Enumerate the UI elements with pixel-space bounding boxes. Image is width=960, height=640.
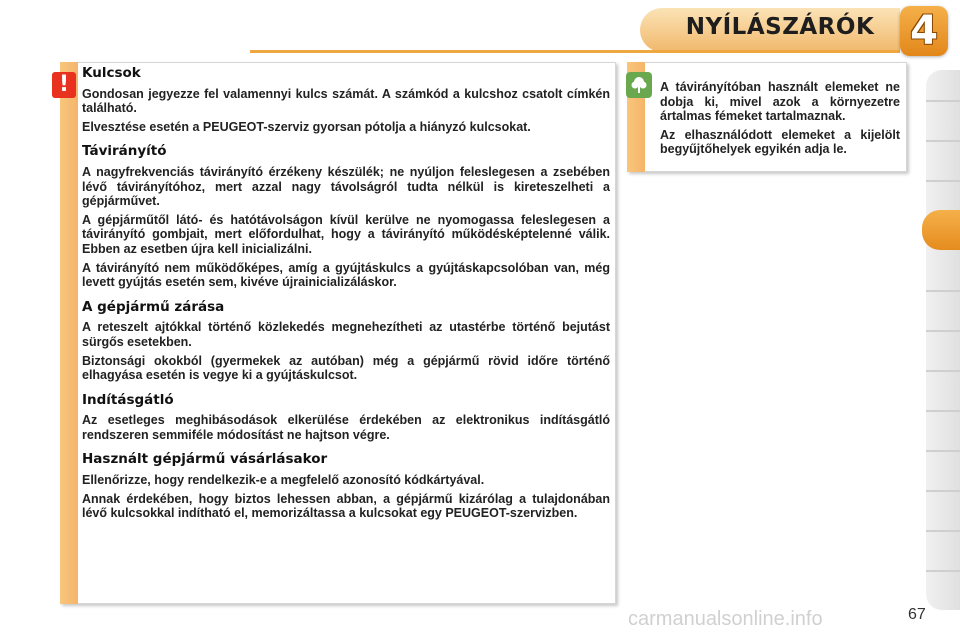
section-taviranyito [82, 144, 610, 289]
chapter-tab-divider [926, 490, 960, 492]
page-number: 67 [908, 606, 926, 623]
eco-tree-icon [626, 72, 652, 98]
chapter-tab-divider [926, 570, 960, 572]
chapter-tab-active [922, 210, 960, 250]
section-paragraph: Gondosan jegyezze fel valamennyi kulcs számát. A számkód a kulcshoz csatolt címkén található. [82, 86, 610, 116]
chapter-tab-divider [926, 370, 960, 372]
section-title: Kulcsok [82, 65, 141, 81]
eco-paragraph: Az elhasználódott elemeket a kijelölt begyűjtőhelyek egyikén adja le. [660, 127, 900, 157]
section-title: Távirányító [82, 143, 167, 160]
section-paragraph: A reteszelt ajtókkal történő közlekedés megnehezítheti az utastérbe történő bejutást sürgős esetekben. [82, 320, 610, 349]
eco-paragraph: A távirányítóban használt elemeket ne dobja ki, mivel azok a környezetre ártalmas fémeket tartalmaznak. [660, 80, 900, 124]
chapter-tab-divider [926, 330, 960, 332]
section-paragraph: Annak érdekében, hogy biztos lehessen abban, a gépjármű kizárólag a tulajdonában lévő kulcsokkal indítható el, memorizáltassa a kulcsokat egy PEUGEOT-szervizben. [82, 491, 610, 521]
section-paragraph: A nagyfrekvenciás távirányító érzékeny készülék; ne nyúljon feleslegesen a zsebében lévő távirányítóhoz, mert azzal nagy távolságról tudta nélkül is kireteszelheti a gépjárművet. [82, 164, 610, 209]
section-hasznalt [82, 452, 610, 520]
chapter-tab-divider [926, 140, 960, 142]
chapter-tab-divider [926, 530, 960, 532]
main-panel-strip [60, 62, 78, 604]
section-title: Használt gépjármű vásárlásakor [82, 451, 328, 468]
page-title: NYÍLÁSZÁRÓK [685, 14, 875, 40]
exclamation-warning-icon: ! [52, 72, 76, 98]
section-paragraph: A távirányító nem működőképes, amíg a gyújtáskulcs a gyújtáskapcsolóban van, még levett gyújtás esetén sem, kivéve újrainicializáláskor. [82, 260, 610, 290]
section-paragraph: Elvesztése esetén a PEUGEOT-szerviz gyorsan pótolja a hiányzó kulcsokat. [82, 119, 531, 134]
chapter-tab-divider [926, 450, 960, 452]
section-inditasgatlo [82, 393, 610, 443]
eco-content [660, 80, 900, 161]
header-divider [250, 50, 900, 53]
chapter-tab-divider [926, 180, 960, 182]
section-zarasa [82, 300, 610, 383]
section-kulcsok [82, 66, 610, 134]
section-paragraph: Az esetleges meghibásodások elkerülése érdekében az elektronikus indításgátló rendszeren semmiféle módosítást ne hajtson végre. [82, 413, 610, 442]
watermark: carmanualsonline.info [628, 608, 823, 630]
chapter-tab-divider [926, 290, 960, 292]
section-paragraph: A gépjárműtől látó- és hatótávolságon kívül kerülve ne nyomogassa feleslegesen a távirányító gombjait, mert előfordulhat, hogy a távirányító működésképtelenné válik. Ebben az esetben újra kell inicializálni. [82, 212, 610, 256]
chapter-tab-divider [926, 100, 960, 102]
section-title: Indításgátló [82, 391, 174, 408]
section-paragraph: Ellenőrizze, hogy rendelkezik-e a megfelelő azonosító kódkártyával. [82, 473, 485, 488]
section-paragraph: Biztonsági okokból (gyermekek az autóban) még a gépjármű rövid időre történő elhagyása esetén is vegye ki a gyújtáskulcsot. [82, 353, 610, 383]
chapter-tabs [926, 70, 960, 610]
chapter-tab-divider [926, 410, 960, 412]
chapter-badge: 4 [900, 6, 948, 56]
main-content [82, 66, 610, 531]
section-title: A gépjármű zárása [82, 298, 225, 315]
